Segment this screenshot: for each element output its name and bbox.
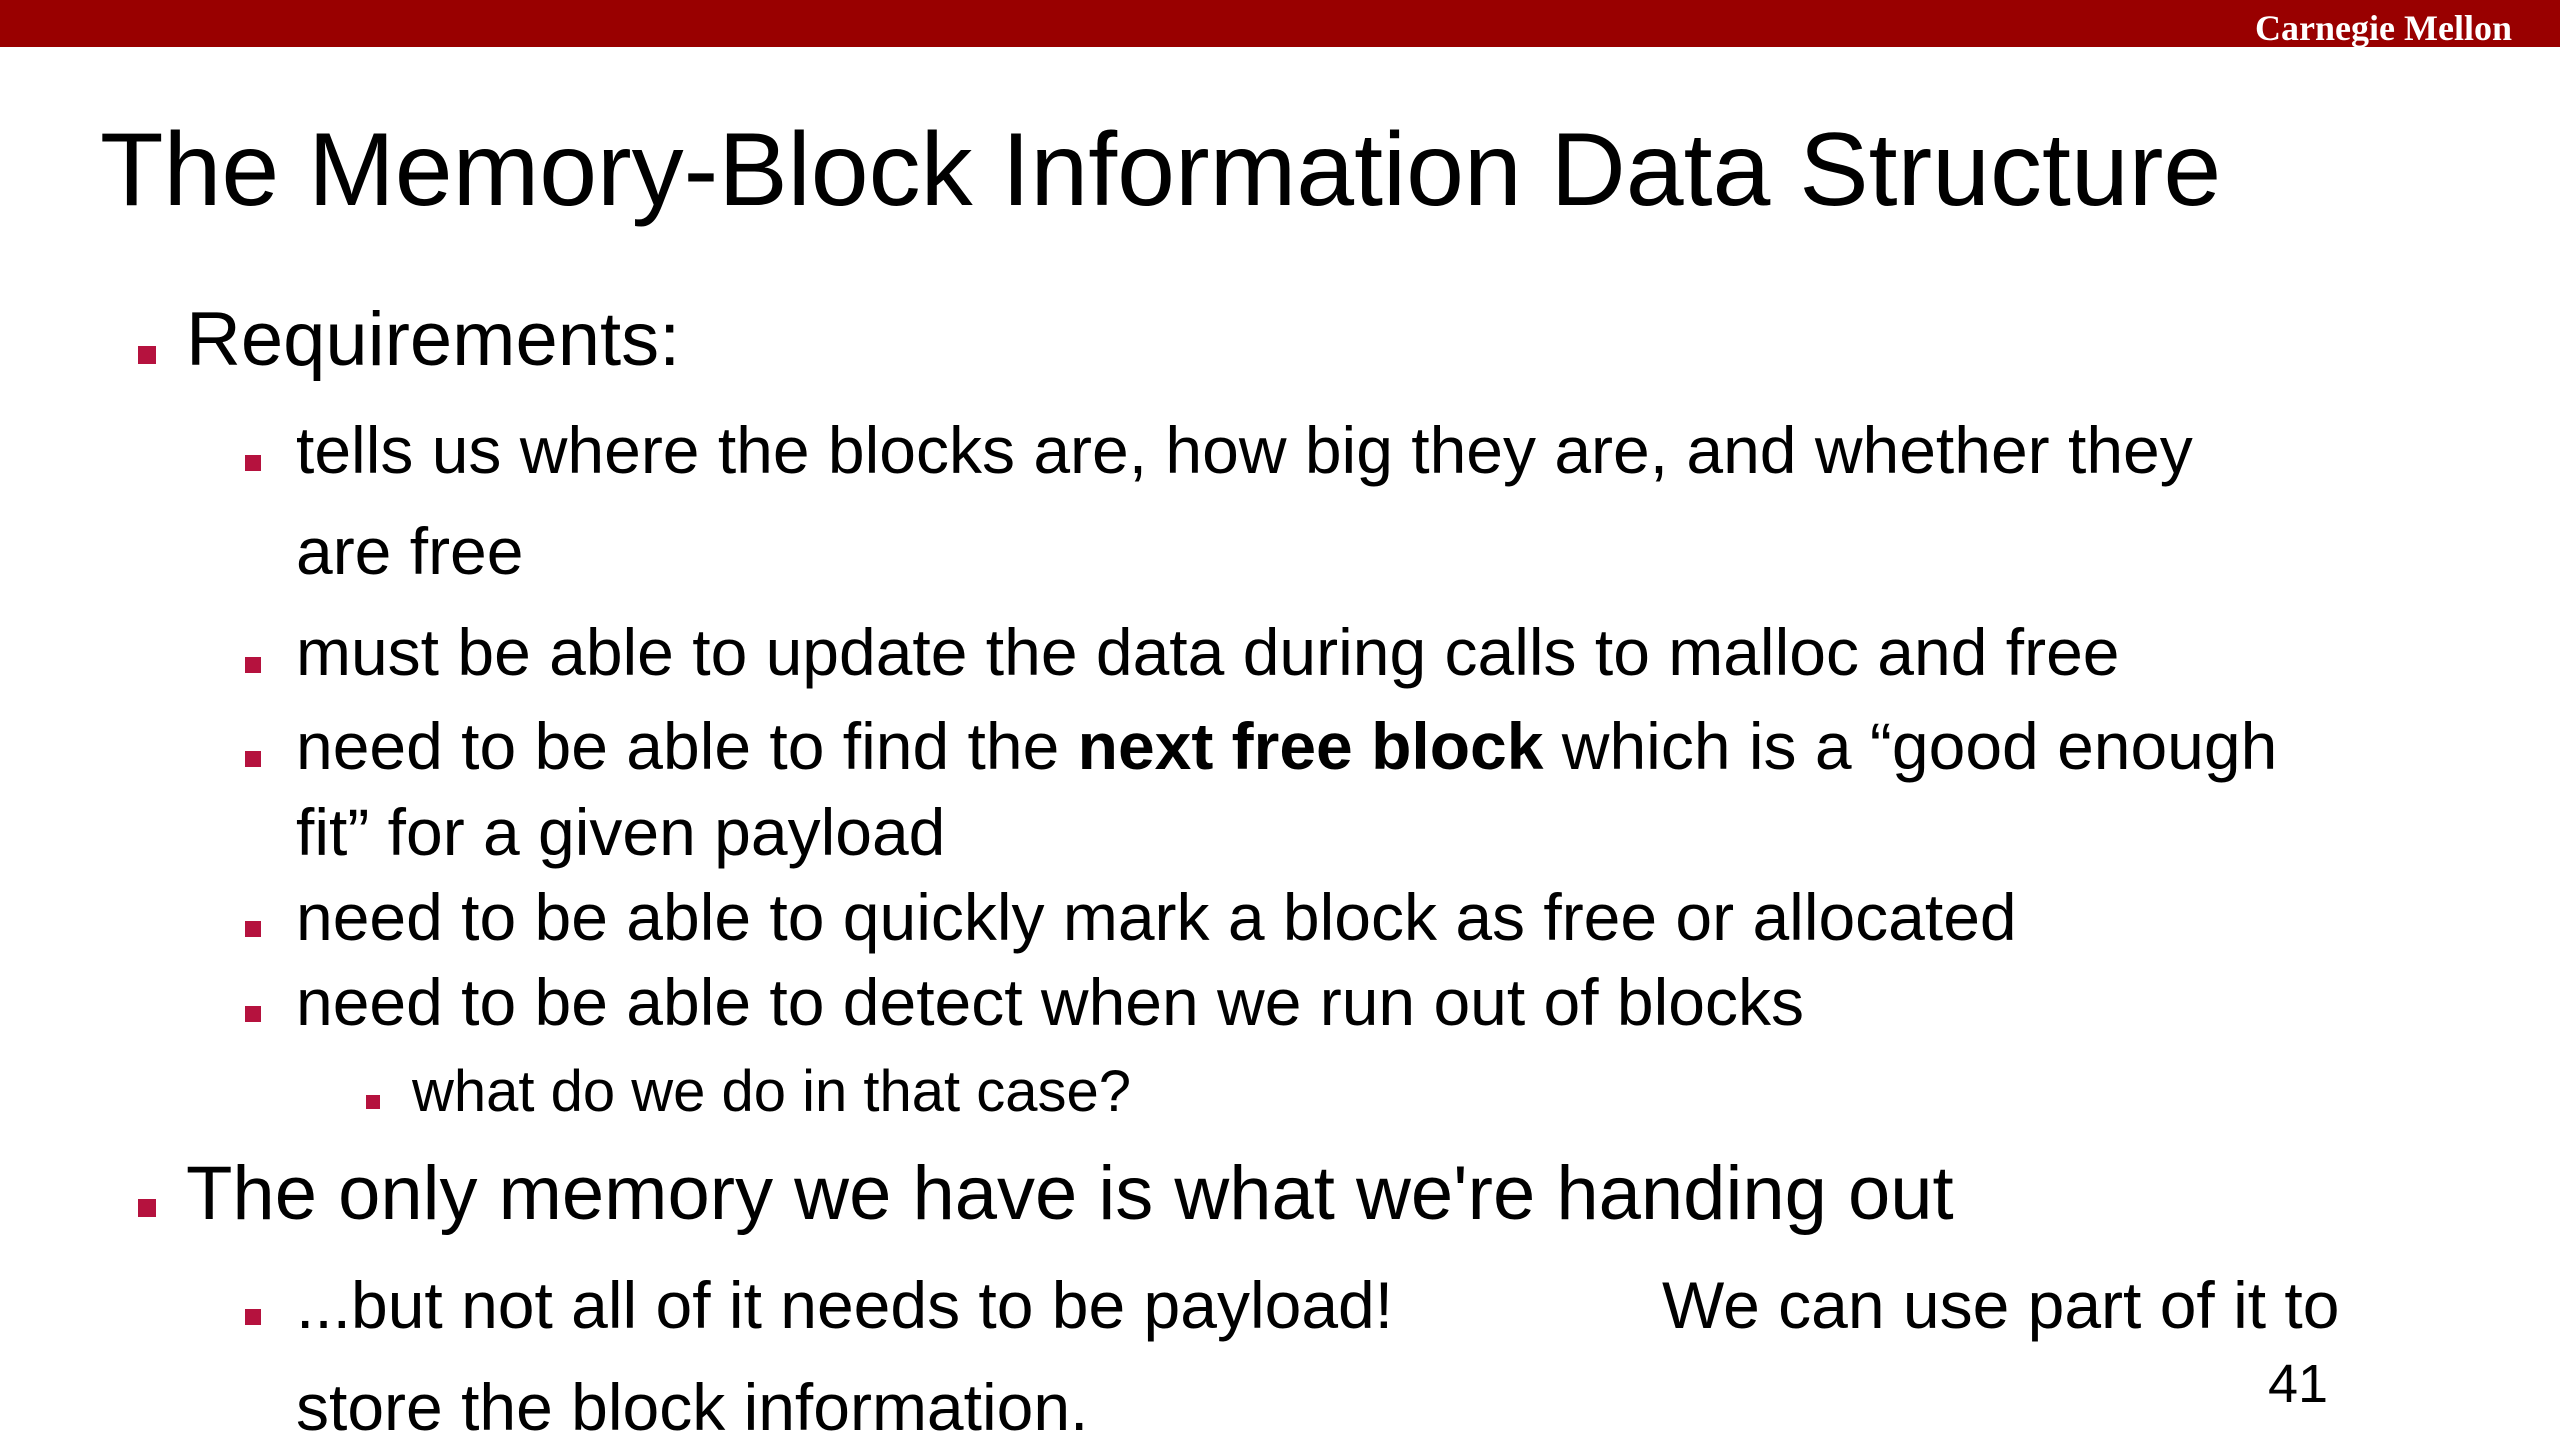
bullet-marker — [245, 921, 261, 937]
sub-bullet-line: store the block information. — [296, 1370, 1089, 1440]
sub-bullet-line: are free — [296, 514, 524, 588]
slide-title: The Memory-Block Information Data Structure — [100, 112, 2222, 228]
bullet-memory: The only memory we have is what we're handing out — [186, 1151, 1954, 1236]
bullet-marker — [366, 1095, 380, 1109]
brand-label: Carnegie Mellon — [2255, 8, 2512, 48]
sub-bullet-line: ...but not all of it needs to be payload! — [296, 1268, 1394, 1342]
sub-bullet-line: need to be able to detect when we run out of blocks — [296, 965, 1805, 1039]
sub-bullet-line: need to be able to quickly mark a block as free or allocated — [296, 880, 2017, 954]
sub-bullet-line: must be able to update the data during calls to malloc and free — [296, 615, 2120, 689]
sub-bullet-line: We can use part of it to — [1662, 1268, 2340, 1342]
bullet-marker — [245, 455, 261, 471]
page-number: 41 — [2268, 1354, 2329, 1414]
sub-bullet-line: tells us where the blocks are, how big they are, and whether they — [296, 413, 2193, 487]
sub-sub-bullet-line: what do we do in that case? — [412, 1059, 1132, 1124]
bullet-marker — [245, 657, 261, 673]
bold-term: next free block — [1077, 709, 1544, 783]
bullet-marker — [245, 1309, 261, 1325]
text-segment: need to be able to find the — [296, 709, 1078, 783]
bullet-marker — [138, 346, 156, 364]
bullet-marker — [245, 1006, 261, 1022]
sub-bullet-line: fit” for a given payload — [296, 795, 946, 869]
text-segment: which is a “good enough — [1543, 709, 2278, 783]
bullet-marker — [138, 1199, 156, 1217]
sub-bullet-line — [296, 701, 2277, 791]
bullet-marker — [245, 751, 261, 767]
header-bar — [0, 0, 2560, 47]
bullet-requirements: Requirements: — [186, 297, 681, 382]
